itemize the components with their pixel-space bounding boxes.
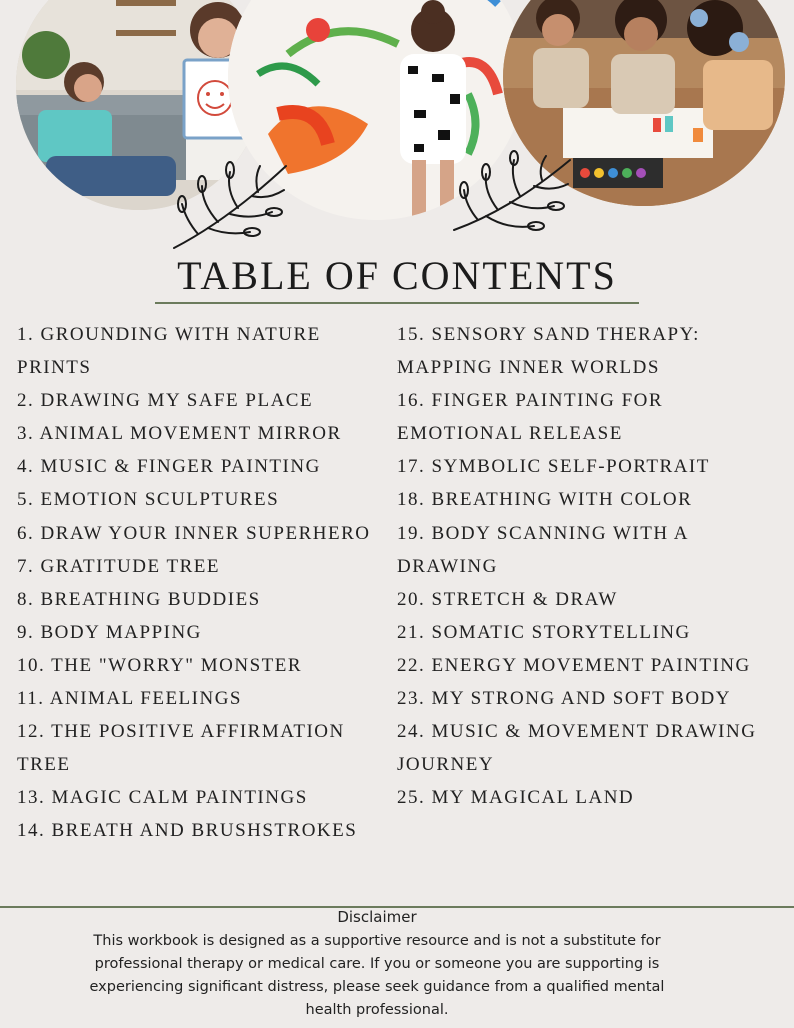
toc-entry[interactable]: 6. DRAW YOUR INNER SUPERHERO: [17, 522, 371, 544]
toc-entry[interactable]: 23. MY STRONG AND SOFT BODY: [397, 688, 731, 710]
toc-entry[interactable]: 7. GRATITUDE TREE: [17, 555, 220, 577]
toc-entry[interactable]: 15. SENSORY SAND THERAPY: MAPPING INNER WORLDS: [397, 324, 700, 379]
toc-entry[interactable]: 3. ANIMAL MOVEMENT MIRROR: [17, 423, 342, 445]
toc-entry[interactable]: 22. ENERGY MOVEMENT PAINTING: [397, 654, 751, 676]
toc-entry[interactable]: 20. STRETCH & DRAW: [397, 588, 618, 610]
page-title: TABLE OF CONTENTS: [177, 253, 617, 298]
branch-sketch-right: [450, 150, 576, 244]
toc-column-right: [397, 318, 782, 814]
toc-entry[interactable]: 16. FINGER PAINTING FOR EMOTIONAL RELEASE: [397, 390, 664, 445]
toc-entry[interactable]: 19. BODY SCANNING WITH A DRAWING: [397, 522, 688, 577]
toc-entry[interactable]: 11. ANIMAL FEELINGS: [17, 688, 243, 710]
toc-entry[interactable]: 8. BREATHING BUDDIES: [17, 588, 261, 610]
title-divider: [155, 302, 639, 304]
toc-entry[interactable]: 4. MUSIC & FINGER PAINTING: [17, 456, 321, 478]
toc-entry[interactable]: 14. BREATH AND BRUSHSTROKES: [17, 820, 358, 842]
toc-entry[interactable]: 21. SOMATIC STORYTELLING: [397, 621, 691, 643]
toc-entry[interactable]: 10. THE "WORRY" MONSTER: [17, 654, 303, 676]
branch-sketch-left: [168, 160, 294, 254]
toc-entry[interactable]: 24. MUSIC & MOVEMENT DRAWING JOURNEY: [397, 721, 757, 776]
toc-entry[interactable]: 5. EMOTION SCULPTURES: [17, 489, 280, 511]
toc-entry[interactable]: 12. THE POSITIVE AFFIRMATION TREE: [17, 721, 345, 776]
disclaimer-heading: Disclaimer: [337, 908, 417, 926]
toc-entry[interactable]: 9. BODY MAPPING: [17, 621, 202, 643]
toc-entry[interactable]: 13. MAGIC CALM PAINTINGS: [17, 787, 308, 809]
toc-column-left: [17, 318, 395, 848]
toc-entry[interactable]: 18. BREATHING WITH COLOR: [397, 489, 693, 511]
toc-entry[interactable]: 2. DRAWING MY SAFE PLACE: [17, 390, 314, 412]
toc-entry[interactable]: 1. GROUNDING WITH NATURE PRINTS: [17, 324, 321, 379]
toc-entry[interactable]: 17. SYMBOLIC SELF-PORTRAIT: [397, 456, 710, 478]
toc-entry[interactable]: 25. MY MAGICAL LAND: [397, 787, 635, 809]
disclaimer-text: This workbook is designed as a supportive resource and is not a substitute for professional therapy or medical care. If you or someone you are supporting is experiencing significant distress, please seek guidance from a qualified mental health professional.: [89, 933, 665, 1018]
